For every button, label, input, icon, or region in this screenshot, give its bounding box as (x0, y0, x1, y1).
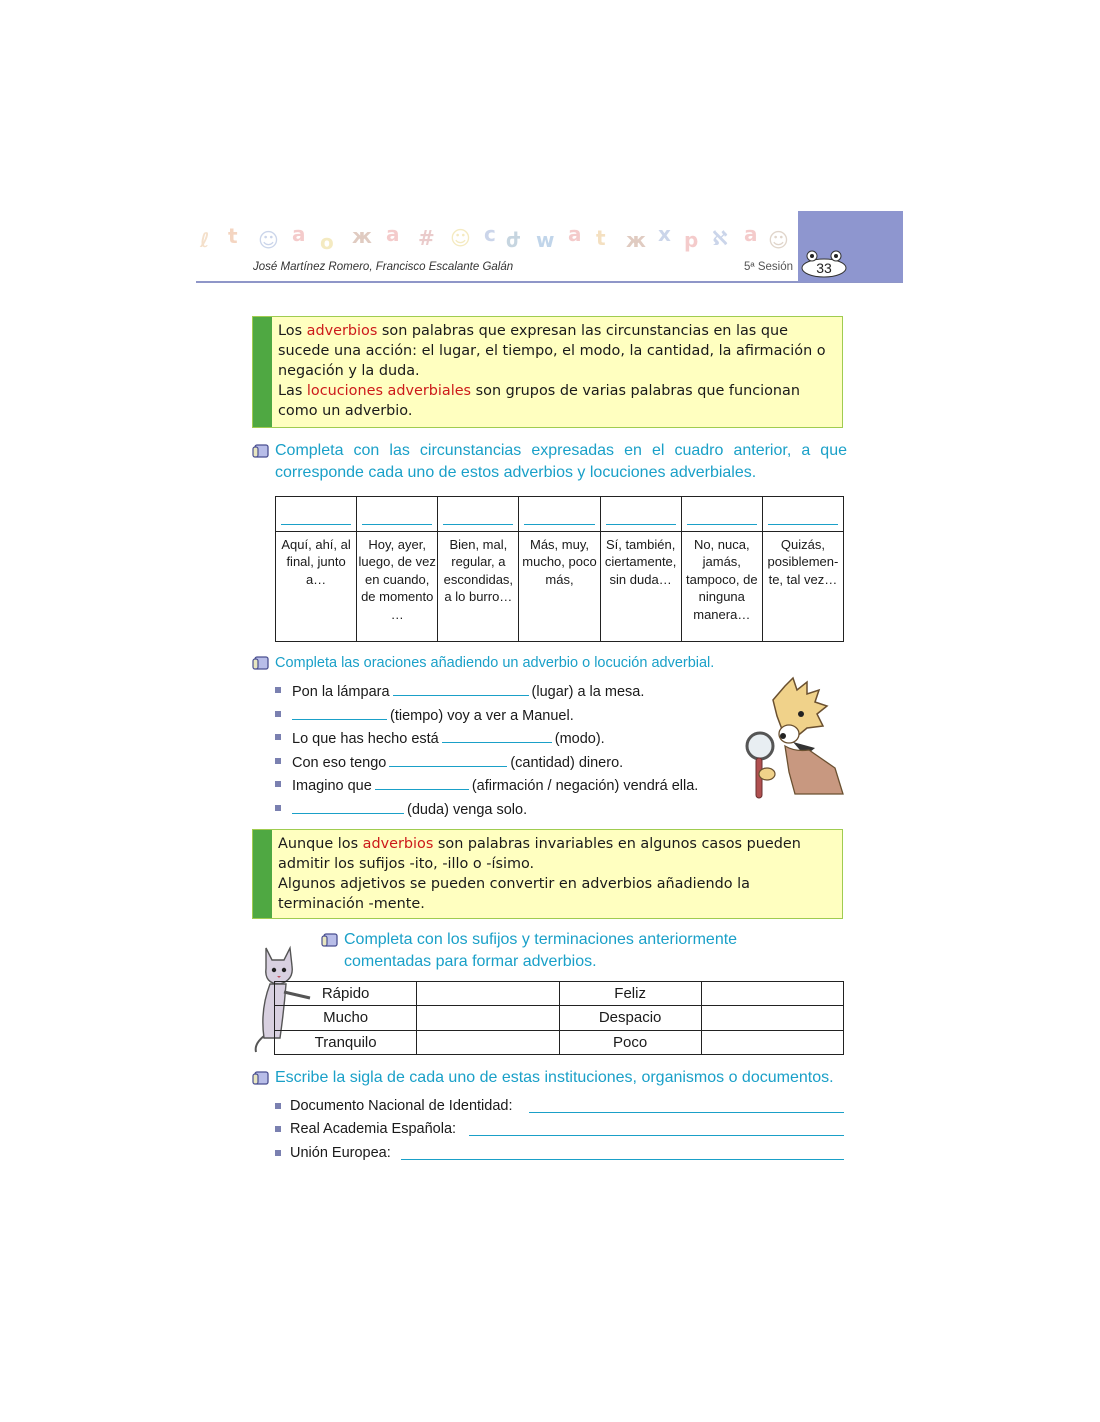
detective-dog-illustration (745, 676, 845, 801)
bullet-icon (275, 1126, 281, 1132)
header-session: 5ª Sesión (744, 261, 794, 273)
exercise-2-title: Completa las oraciones añadiendo un adverbio o locución adverbial. (275, 655, 715, 671)
blank-field[interactable] (389, 752, 507, 767)
bullet-icon (275, 734, 281, 740)
sentence-3: Lo que has hecho está (modo). (292, 728, 605, 748)
info-paragraph-adverbios: Los adverbios son palabras que expresan las circunstancias en las que sucede una acción: el lugar, el tiempo, el modo, la cantidad, la afirmación o negación y la duda. (278, 323, 826, 379)
adverb-list-cell: Más, muy, mucho, poco más, (519, 532, 600, 642)
bullet-icon (275, 1103, 281, 1109)
term-adverbios: adverbios (362, 836, 434, 852)
adverb-list-cell: Sí, también, ciertamente, sin duda… (600, 532, 681, 642)
word-cell: Poco (559, 1030, 701, 1054)
adverb-list-cell: Hoy, ayer, luego, de vez en cuando, de momento … (357, 532, 438, 642)
word-cell: Mucho (275, 1006, 417, 1030)
notebook-icon (252, 1070, 270, 1086)
blank-field[interactable] (292, 705, 387, 720)
info-paragraph-suffixes: Aunque los adverbios son palabras invariables en algunos casos pueden admitir los sufijos -ito, -illo o -ísimo. (278, 836, 801, 872)
blank-field[interactable] (442, 728, 552, 743)
answer-cell[interactable] (681, 497, 762, 532)
info-paragraph-locuciones: Las locuciones adverbiales son grupos de varias palabras que funcionan como un adverbio. (278, 383, 800, 419)
answer-cell[interactable] (357, 497, 438, 532)
sentence-6: (duda) venga solo. (289, 799, 527, 819)
answer-line[interactable] (469, 1135, 844, 1136)
answer-cell[interactable] (417, 982, 559, 1006)
answer-cell[interactable] (600, 497, 681, 532)
exercise-4-title: Escribe la sigla de cada uno de estas instituciones, organismos o documentos. (275, 1069, 834, 1086)
bullet-icon (275, 1150, 281, 1156)
bullet-icon (275, 711, 281, 717)
exercise-1-title: Completa con las circunstancias expresadas en el cuadro anterior, a que corresponde cada uno de estos adverbios y locuciones adverbiales. (275, 442, 847, 481)
sigla-item-1: Documento Nacional de Identidad: (290, 1098, 513, 1114)
notebook-icon (321, 932, 339, 948)
suffix-table (274, 981, 844, 1055)
word-cell: Despacio (559, 1006, 701, 1030)
sentence-4: Con eso tengo (cantidad) dinero. (292, 752, 623, 772)
word-cell: Feliz (559, 982, 701, 1006)
sentence-5: Imagino que (afirmación / negación) vendrá ella. (292, 775, 698, 795)
circumstances-table (275, 496, 844, 642)
answer-cell[interactable] (417, 1006, 559, 1030)
adverb-list-cell: No, nuca, jamás, tampoco, de ninguna manera… (681, 532, 762, 642)
answer-cell[interactable] (417, 1030, 559, 1054)
adverb-list-cell: Aquí, ahí, al final, junto a… (276, 532, 357, 642)
sigla-item-3: Unión Europea: (290, 1145, 391, 1161)
word-cell: Tranquilo (275, 1030, 417, 1054)
answer-cell[interactable] (438, 497, 519, 532)
answer-cell[interactable] (701, 1006, 843, 1030)
header-decorative-letters: ℓ t ☺ a o ж a # ☺ c ժ w a t ж x p ℵ a ☺ (200, 222, 789, 254)
bullet-icon (275, 805, 281, 811)
bullet-icon (275, 781, 281, 787)
answer-cell[interactable] (701, 982, 843, 1006)
notebook-icon (252, 443, 270, 459)
info-box-suffixes (252, 829, 843, 919)
sentence-1: Pon la lámpara (lugar) a la mesa. (292, 681, 644, 701)
term-adverbios: adverbios (306, 323, 378, 339)
info-box-adverbs (252, 316, 843, 428)
bullet-icon (275, 687, 281, 693)
blank-field[interactable] (393, 681, 529, 696)
adverb-list-cell: Bien, mal, regular, a escondidas, a lo burro… (438, 532, 519, 642)
adverb-list-cell: Quizás, posiblemen-te, tal vez… (762, 532, 843, 642)
answer-line[interactable] (401, 1159, 844, 1160)
info-box-bar (253, 830, 272, 918)
term-locuciones: locuciones adverbiales (306, 383, 472, 399)
info-paragraph-mente: Algunos adjetivos se pueden convertir en adverbios añadiendo la terminación -mente. (278, 876, 750, 912)
page-number: 33 (816, 260, 832, 276)
notebook-icon (252, 655, 270, 671)
blank-field[interactable] (375, 775, 469, 790)
answer-cell[interactable] (276, 497, 357, 532)
info-box-bar (253, 317, 272, 427)
answer-cell[interactable] (762, 497, 843, 532)
answer-cell[interactable] (519, 497, 600, 532)
answer-cell[interactable] (701, 1030, 843, 1054)
header-divider (196, 281, 903, 283)
blank-field[interactable] (292, 799, 404, 814)
header-authors: José Martínez Romero, Francisco Escalante Galán (253, 261, 514, 273)
sentence-2: (tiempo) voy a ver a Manuel. (289, 705, 574, 725)
word-cell: Rápido (275, 982, 417, 1006)
exercise-3-title: Completa con los sufijos y terminaciones anteriormente comentadas para formar adverbios. (344, 931, 738, 970)
bullet-icon (275, 758, 281, 764)
sigla-item-2: Real Academia Española: (290, 1121, 457, 1137)
answer-line[interactable] (529, 1112, 844, 1113)
